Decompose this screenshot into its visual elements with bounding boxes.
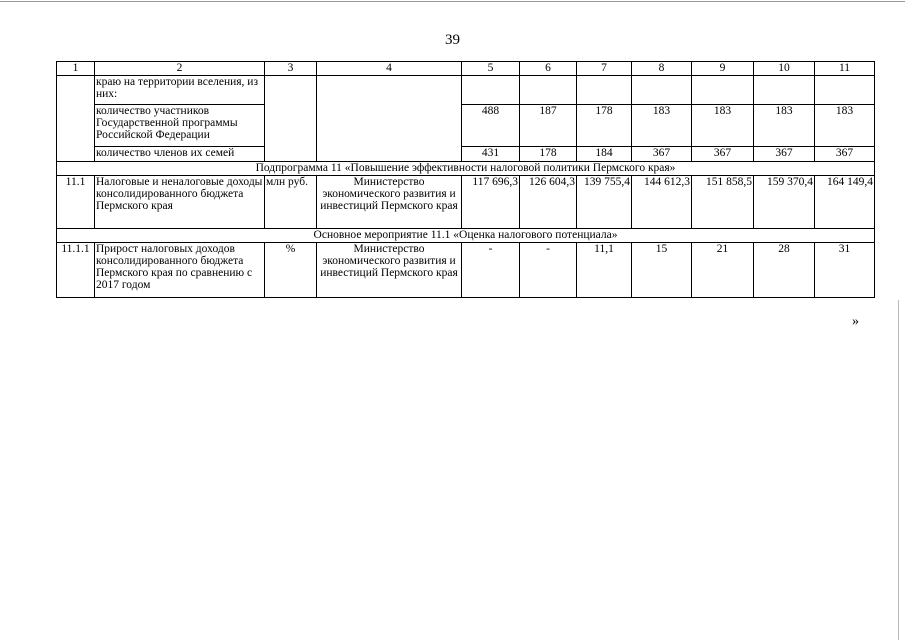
header-cell: 10 (754, 62, 815, 76)
num-cell: 11.1.1 (57, 243, 95, 298)
indicator-name: краю на территории вселения, из них: (95, 76, 265, 105)
subprogram-row (57, 162, 875, 176)
value-cell: 21 (692, 243, 754, 298)
header-cell: 6 (520, 62, 577, 76)
table-row (57, 176, 875, 229)
value-cell: 367 (692, 147, 754, 162)
indicator-name: Налоговые и неналоговые доходы консолидированного бюджета Пермского края (95, 176, 265, 229)
value-cell: 183 (815, 105, 875, 147)
header-cell: 9 (692, 62, 754, 76)
header-cell: 8 (632, 62, 692, 76)
value-cell: 367 (754, 147, 815, 162)
table-row (57, 147, 875, 162)
table-row (57, 243, 875, 298)
value-cell: 178 (520, 147, 577, 162)
value-cell: 164 149,4 (815, 176, 875, 229)
value-cell (815, 76, 875, 105)
table-header-row (57, 62, 875, 76)
value-cell: 187 (520, 105, 577, 147)
value-cell: 184 (577, 147, 632, 162)
value-cell: 431 (462, 147, 520, 162)
value-cell: 183 (692, 105, 754, 147)
value-cell: 183 (632, 105, 692, 147)
header-cell: 4 (317, 62, 462, 76)
value-cell: 11,1 (577, 243, 632, 298)
value-cell: 126 604,3 (520, 176, 577, 229)
unit-cell: млн руб. (265, 176, 317, 229)
header-cell: 5 (462, 62, 520, 76)
value-cell (520, 76, 577, 105)
value-cell: 159 370,4 (754, 176, 815, 229)
value-cell: 488 (462, 105, 520, 147)
subprogram-title: Подпрограмма 11 «Повышение эффективности налоговой политики Пермского края» (57, 162, 875, 176)
header-cell: 11 (815, 62, 875, 76)
indicator-name: количество членов их семей (95, 147, 265, 162)
activity-title: Основное мероприятие 11.1 «Оценка налогового потенциала» (57, 229, 875, 243)
value-cell: 178 (577, 105, 632, 147)
value-cell: 117 696,3 (462, 176, 520, 229)
page-top-edge (0, 1, 905, 2)
value-cell: 31 (815, 243, 875, 298)
executor-cell: Министерство экономического развития и инвестиций Пермского края (317, 176, 462, 229)
value-cell: 15 (632, 243, 692, 298)
header-cell: 2 (95, 62, 265, 76)
value-cell: 183 (754, 105, 815, 147)
header-cell: 7 (577, 62, 632, 76)
value-cell: 139 755,4 (577, 176, 632, 229)
executor-cell: Министерство экономического развития и инвестиций Пермского края (317, 243, 462, 298)
table-row (57, 76, 875, 105)
indicators-table (56, 61, 875, 298)
indicator-name: количество участников Государственной программы Российской Федерации (95, 105, 265, 147)
value-cell: 151 858,5 (692, 176, 754, 229)
num-cell (57, 76, 95, 162)
value-cell: - (520, 243, 577, 298)
closing-quote: » (852, 314, 859, 329)
page-right-edge (898, 300, 899, 640)
executor-cell (317, 76, 462, 162)
value-cell: 144 612,3 (632, 176, 692, 229)
value-cell (754, 76, 815, 105)
value-cell: 367 (632, 147, 692, 162)
value-cell: 367 (815, 147, 875, 162)
page-number: 39 (445, 32, 460, 48)
value-cell: - (462, 243, 520, 298)
value-cell (577, 76, 632, 105)
activity-row (57, 229, 875, 243)
table-row (57, 105, 875, 147)
header-cell: 3 (265, 62, 317, 76)
header-cell: 1 (57, 62, 95, 76)
num-cell: 11.1 (57, 176, 95, 229)
value-cell (462, 76, 520, 105)
value-cell (692, 76, 754, 105)
unit-cell: % (265, 243, 317, 298)
value-cell (632, 76, 692, 105)
value-cell: 28 (754, 243, 815, 298)
indicator-name: Прирост налоговых доходов консолидированного бюджета Пермского края по сравнению с 2017 годом (95, 243, 265, 298)
unit-cell (265, 76, 317, 162)
